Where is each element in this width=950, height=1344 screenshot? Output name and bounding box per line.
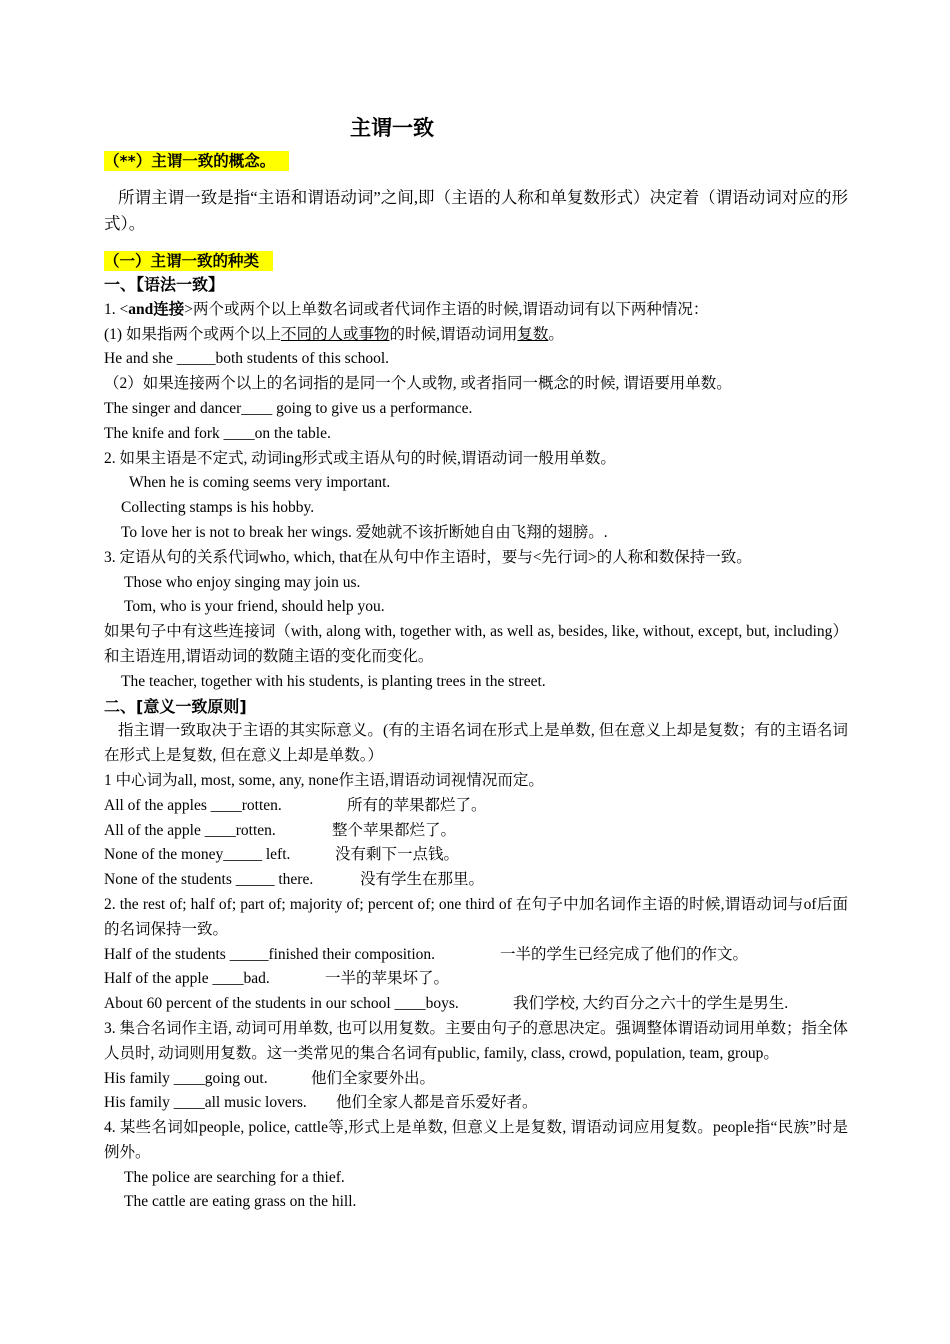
grammar-heading: 一、【语法一致】 [104, 275, 225, 294]
example-line: He and she _____both students of this school. [104, 350, 390, 368]
example-line: The police are searching for a thief. [124, 1168, 345, 1186]
grammar-rule-1: 1. <and连接>两个或两个以上单数名词或者代词作主语的时候,谓语动词有以下两种情况： [104, 300, 709, 318]
concept-heading-line [104, 149, 289, 175]
example-line: To love her is not to break her wings. 爱她就不该折断她自由飞翔的翅膀。. [121, 523, 608, 541]
grammar-note: 如果句子中有这些连接词（with, along with, together with, as well as, besides, like, without, except, but, including）和主语连用,谓语动词的数随主语的变化而变化。 [104, 623, 848, 665]
example-line: About 60 percent of the students in our school ____boys. 我们学校, 大约百分之六十的学生是男生. [104, 995, 789, 1013]
meaning-rule-1: 1 中心词为all, most, some, any, none作主语,谓语动词视情况而定。 [104, 771, 544, 789]
example-line: The knife and fork ____on the table. [104, 424, 331, 442]
example-line: All of the apples ____rotten. 所有的苹果都烂了。 [104, 796, 487, 814]
grammar-rule-1b: （2）如果连接两个以上的名词指的是同一个人或物, 或者指同一概念的时候, 谓语要用单数。 [104, 375, 732, 393]
example-line: When he is coming seems very important. [129, 474, 391, 492]
grammar-rule-3: 3. 定语从句的关系代词who, which, that在从句中作主语时，要与<先行词>的人称和数保持一致。 [104, 548, 752, 566]
example-line: His family ____going out. 他们全家要外出。 [104, 1069, 436, 1087]
example-line: The singer and dancer____ going to give us a performance. [104, 399, 473, 417]
example-line: His family ____all music lovers. 他们全家人都是音乐爱好者。 [104, 1094, 538, 1112]
concept-text: 所谓主谓一致是指“主语和谓语动词”之间,即（主语的人称和单复数形式）决定着（谓语动词对应的形式）。 [104, 188, 848, 233]
meaning-rule-4: 4. 某些名词如people, police, cattle等,形式上是单数, 但意义上是复数, 谓语动词应用复数。people指“民族”时是例外。 [104, 1119, 848, 1161]
grammar-rule-2: 2. 如果主语是不定式, 动词ing形式或主语从句的时候,谓语动词一般用单数。 [104, 449, 616, 467]
example-line: The teacher, together with his students, is planting trees in the street. [121, 672, 546, 690]
types-heading: （一）主谓一致的种类 [104, 251, 273, 271]
example-line: Half of the students _____finished their composition. 一半的学生已经完成了他们的作文。 [104, 945, 749, 963]
example-line: Half of the apple ____bad. 一半的苹果坏了。 [104, 970, 450, 988]
example-line: Tom, who is your friend, should help you. [124, 598, 385, 616]
page-title: 主谓一致 [350, 116, 434, 140]
example-line: None of the money_____ left. 没有剩下一点钱。 [104, 846, 460, 864]
meaning-intro: 指主谓一致取决于主语的其实际意义。(有的主语名词在形式上是单数, 但在意义上却是复数；有的主语名词在形式上是复数, 但在意义上却是单数。） [104, 722, 848, 765]
grammar-rule-1a: (1) 如果指两个或两个以上不同的人或事物的时候,谓语动词用复数。 [104, 325, 564, 343]
grammar-section [104, 273, 848, 1215]
example-line: Collecting stamps is his hobby. [121, 499, 315, 517]
concept-heading: （**）主谓一致的概念。 [104, 151, 289, 171]
meaning-heading: 二、[意义一致原则] [104, 696, 247, 716]
example-line: All of the apple ____rotten. 整个苹果都烂了。 [104, 821, 457, 839]
types-heading-line [104, 249, 273, 275]
meaning-rule-3: 3. 集合名词作主语, 动词可用单数, 也可以用复数。主要由句子的意思决定。强调整体谓语动词用单数；指全体人员时, 动词则用复数。这一类常见的集合名词有public, family, class, crowd, population, team, group。 [104, 1019, 849, 1062]
example-line: Those who enjoy singing may join us. [124, 573, 361, 591]
example-line: None of the students _____ there. 没有学生在那里。 [104, 871, 485, 889]
example-line: The cattle are eating grass on the hill. [124, 1193, 357, 1211]
meaning-rule-2: 2. the rest of; half of; part of; majority of; percent of; one third of 在句子中加名词作主语的时候,谓语动词与of后面的名词保持一致。 [104, 895, 848, 938]
